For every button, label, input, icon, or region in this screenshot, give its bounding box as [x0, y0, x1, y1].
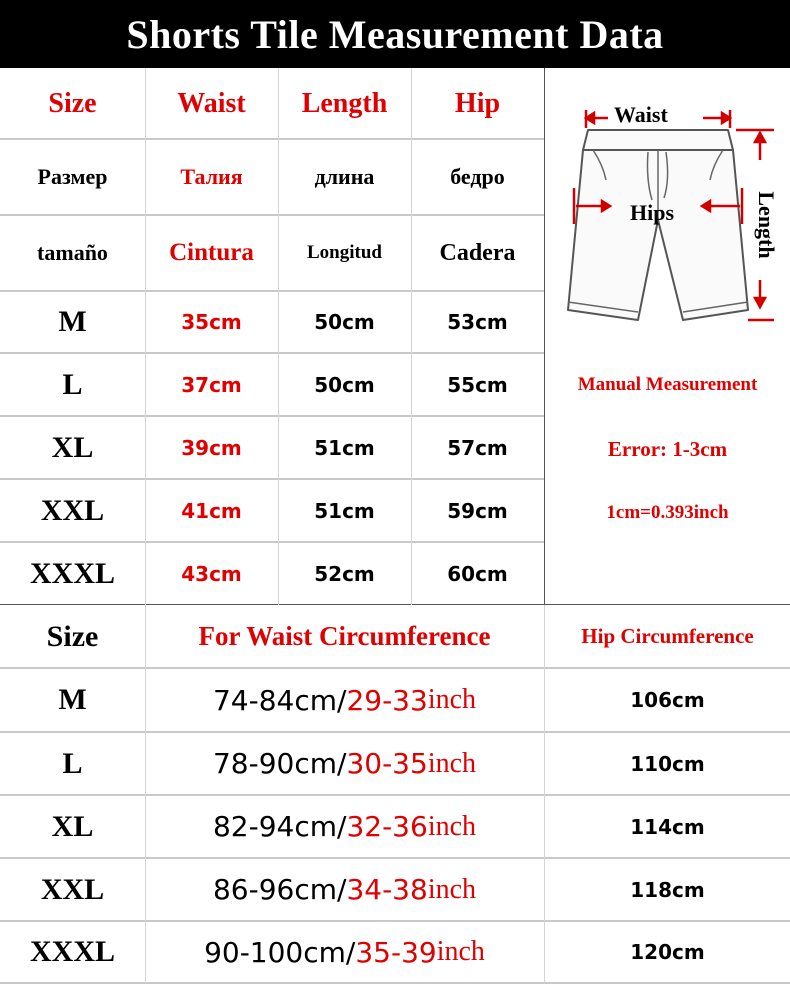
hip-cell: 55cm: [447, 372, 508, 397]
waist-range-inch: 35-39: [355, 935, 437, 969]
bottom-header-size: Size: [46, 619, 99, 653]
size-cell: XXXL: [29, 556, 115, 590]
waist-range-inch: 32-36: [346, 810, 428, 843]
length-cell: 50cm: [314, 372, 375, 397]
size-cell: L: [62, 367, 83, 401]
note-conversion: 1cm=0.393inch: [606, 502, 729, 523]
waist-range-inch-unit: inch: [436, 936, 485, 967]
waist-cell: 41cm: [181, 498, 242, 523]
size-cell: XXL: [40, 872, 105, 906]
length-cell: 50cm: [314, 310, 375, 334]
bottom-header-waist: For Waist Circumference: [198, 621, 491, 651]
waist-range-inch-unit: inch: [427, 810, 477, 842]
header-length: Length: [301, 88, 388, 119]
diagram-hips-label: Hips: [630, 200, 675, 225]
length-cell: 51cm: [314, 498, 375, 523]
bottom-header-hip: Hip Circumference: [581, 624, 754, 648]
hip-circ-cell: 120cm: [630, 940, 705, 964]
waist-range-inch: 29-33: [346, 683, 428, 717]
waist-cell: 35cm: [181, 310, 242, 334]
waist-range-inch: 30-35: [346, 747, 428, 780]
waist-cell: 43cm: [181, 561, 242, 586]
note-manual: Manual Measurement: [577, 374, 758, 395]
waist-range-cm: 86-96cm/: [212, 873, 347, 906]
header-hip: Hip: [454, 88, 501, 119]
size-cell: XL: [51, 809, 94, 843]
waist-range-cell: [145, 922, 544, 982]
hip-cell: 57cm: [447, 435, 508, 460]
note-error: Error: 1-3cm: [607, 436, 728, 461]
size-cell: L: [62, 746, 83, 780]
header-waist-es: Cintura: [169, 239, 254, 266]
hip-circ-cell: 118cm: [630, 877, 705, 902]
header-size-es: tamaño: [37, 240, 108, 265]
waist-cell: 39cm: [181, 435, 242, 460]
size-cell: XXXL: [29, 935, 115, 968]
header-hip-ru: бедро: [450, 164, 505, 189]
hip-cell: 53cm: [447, 310, 508, 334]
waist-range-cell: [145, 796, 544, 857]
diagram-waist-label: Waist: [614, 102, 668, 127]
title-bar: [0, 0, 790, 68]
waist-range-inch-unit: inch: [427, 684, 477, 715]
shorts-diagram: [548, 80, 788, 340]
hip-circ-cell: 114cm: [630, 814, 705, 839]
length-cell: 52cm: [314, 561, 375, 586]
header-waist-ru: Талия: [180, 164, 243, 189]
hip-cell: 59cm: [447, 498, 508, 523]
header-waist: Waist: [177, 88, 246, 119]
hip-cell: 60cm: [447, 561, 508, 586]
header-size: Size: [48, 88, 97, 119]
waist-range-cell: [145, 859, 544, 920]
waist-range-inch-unit: inch: [427, 747, 477, 779]
size-cell: M: [58, 305, 87, 338]
size-cell: M: [58, 683, 87, 716]
divider: [0, 604, 790, 605]
size-cell: XL: [51, 430, 94, 464]
header-size-ru: Размер: [37, 164, 108, 189]
waist-range-cm: 74-84cm/: [212, 683, 347, 717]
waist-range-cell: [145, 669, 544, 731]
hip-circ-cell: 106cm: [630, 688, 705, 712]
page-title: Shorts Tile Measurement Data: [126, 11, 664, 57]
size-cell: XXL: [40, 493, 105, 527]
waist-range-inch-unit: inch: [427, 873, 477, 905]
waist-range-inch: 34-38: [346, 873, 428, 906]
waist-range-cm: 78-90cm/: [212, 747, 347, 780]
header-hip-es: Cadera: [439, 239, 516, 266]
waist-range-cell: [145, 733, 544, 794]
waist-cell: 37cm: [181, 372, 242, 397]
hip-circ-cell: 110cm: [630, 751, 705, 776]
waist-range-cm: 82-94cm/: [212, 810, 347, 843]
header-length-ru: длина: [314, 164, 375, 189]
length-cell: 51cm: [314, 435, 375, 460]
header-length-es: Longitud: [307, 242, 382, 263]
diagram-length-label: Length: [754, 191, 779, 259]
waist-range-cm: 90-100cm/: [204, 935, 356, 969]
